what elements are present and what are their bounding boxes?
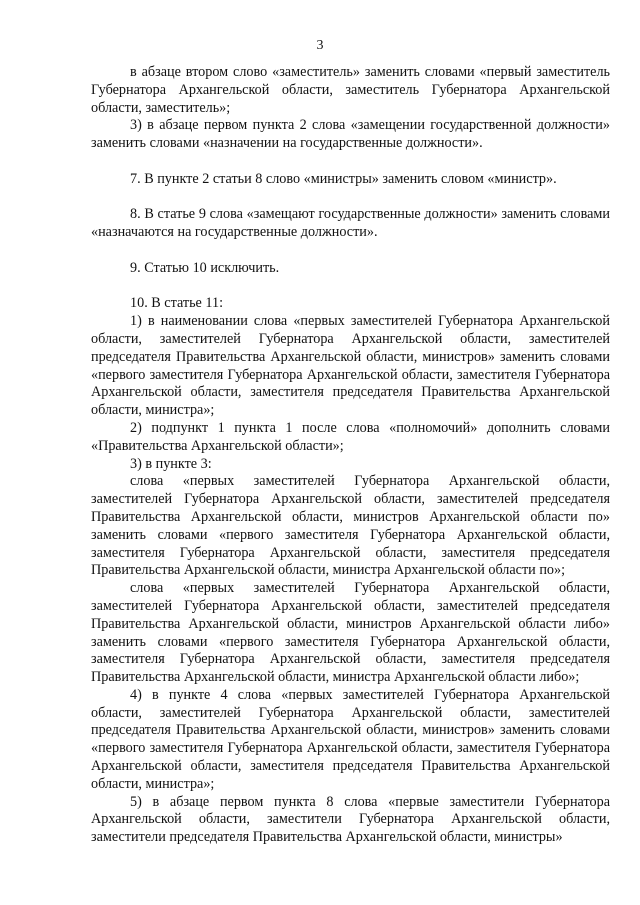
paragraph-12: 4) в пункте 4 слова «первых заместителей Губернатора Архангельской области, заместителей Губернатора Архангельской области, заместителей председателя Правительства Архангельской области, министров» заменить словами «первого заместителя Губернатора Архангельской области, заместителя Губернатора Архангельской области, заместителя председателя Правительства Архангельской области, министра»; (91, 686, 610, 792)
paragraph-4: 8. В статье 9 слова «замещают государственные должности» заменить словами «назначаются на государственные должности». (91, 206, 610, 241)
document-body (91, 64, 610, 847)
page-number: 3 (316, 38, 324, 53)
paragraph-7: 1) в наименовании слова «первых заместителей Губернатора Архангельской области, заместителей Губернатора Архангельской области, заместителей председателя Правительства Архангельской области, министров» заменить словами «первого заместителя Губернатора Архангельской области, заместителя Губернатора Архангельской области, заместителя председателя Правительства Архангельской области, министра»; (91, 313, 610, 419)
paragraph-6: 10. В статье 11: (130, 295, 224, 312)
paragraph-11: слова «первых заместителей Губернатора Архангельской области, заместителей Губернатора Архангельской области, заместителей председателя Правительства Архангельской области, министров Архангельской области либо» заменить словами «первого заместителя Губернатора Архангельской области, заместителя Губернатора Архангельской области, заместителя председателя Правительства Архангельской области, министра Архангельской области либо»; (91, 580, 610, 686)
paragraph-8: 2) подпункт 1 пункта 1 после слова «полномочий» дополнить словами «Правительства Архангельской области»; (91, 419, 610, 454)
paragraph-13: 5) в абзаце первом пункта 8 слова «первые заместители Губернатора Архангельской области, заместители Губернатора Архангельской области, заместители председателя Правительства Архангельской области, министры» (91, 793, 610, 846)
paragraph-9: 3) в пункте 3: (130, 455, 212, 472)
paragraph-3: 7. В пункте 2 статьи 8 слово «министры» заменить словом «министр». (130, 170, 557, 187)
paragraph-1: в абзаце втором слово «заместитель» заменить словами «первый заместитель Губернатора Архангельской области, заместитель Губернатора Архангельской области, заместитель»; (91, 64, 610, 116)
paragraph-10: слова «первых заместителей Губернатора Архангельской области, заместителей Губернатора Архангельской области, заместителей председателя Правительства Архангельской области, министров Архангельской области по» заменить словами «первого заместителя Губернатора Архангельской области, заместителя Губернатора Архангельской области, заместителя председателя Правительства Архангельской области, министра Архангельской области по»; (91, 473, 610, 579)
paragraph-5: 9. Статью 10 исключить. (130, 259, 280, 276)
paragraph-2: 3) в абзаце первом пункта 2 слова «замещении государственной должности» заменить словами «назначении на государственные должности». (91, 117, 610, 152)
